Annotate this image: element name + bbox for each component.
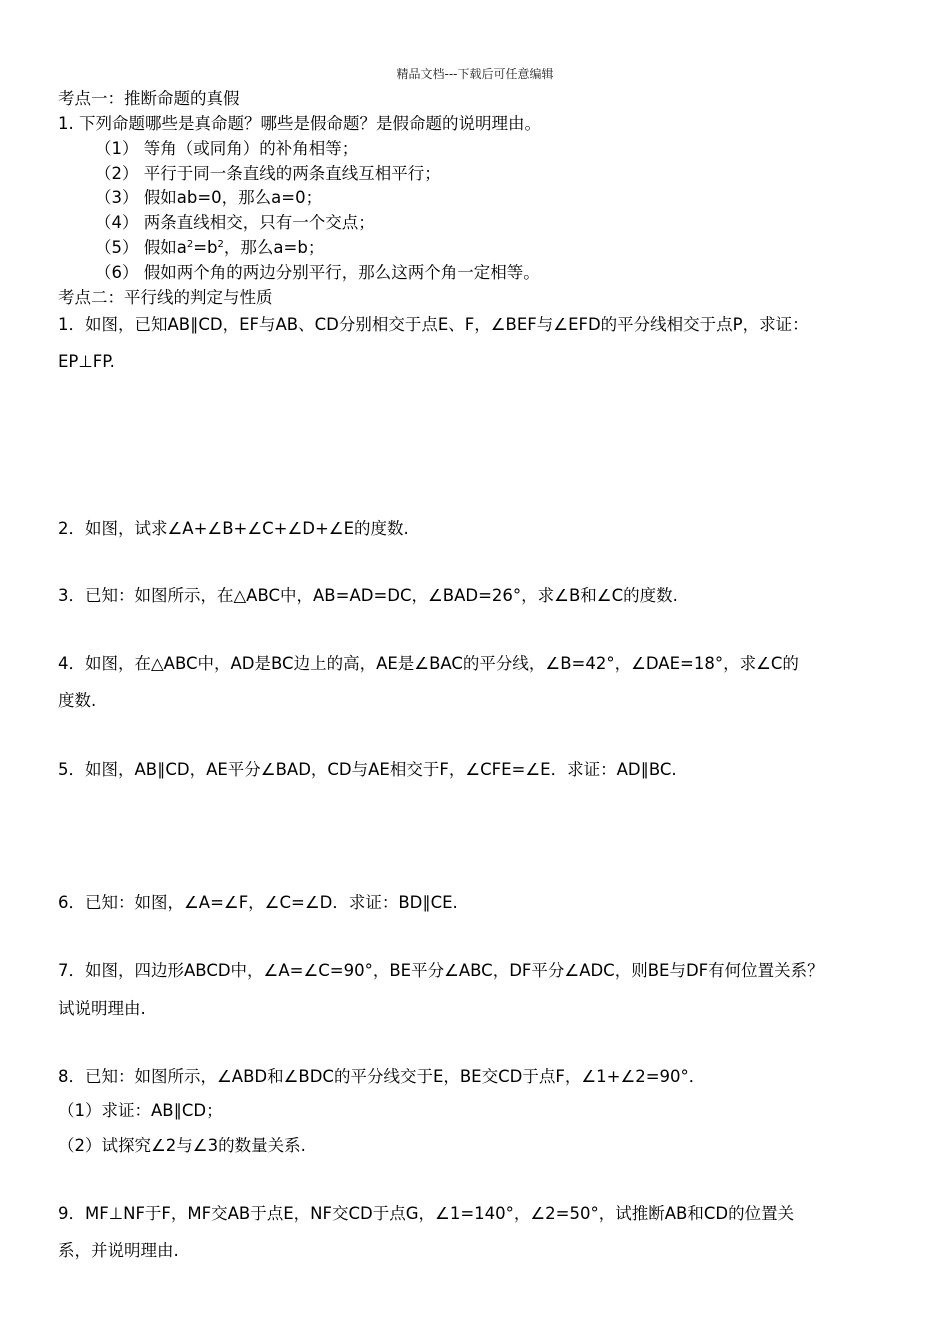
problem-3: 3．已知：如图所示，在△ABC中，AB=AD=DC，∠BAD=26°，求∠B和∠C的度数. — [58, 586, 678, 605]
item-1: （1） 等角（或同角）的补角相等； — [95, 139, 359, 158]
problem-8-sub-2: （2）试探究∠2与∠3的数量关系. — [58, 1136, 306, 1155]
section-title-1: 考点一：推断命题的真假 — [58, 89, 240, 108]
item-5-mid: =b — [193, 238, 218, 257]
problem-1-line-2: EP⊥FP. — [58, 352, 115, 371]
item-5-suffix: ，那么a=b； — [223, 238, 325, 257]
question-1: 1. 下列命题哪些是真命题？哪些是假命题？是假命题的说明理由。 — [58, 114, 541, 133]
section-title-2: 考点二：平行线的判定与性质 — [58, 288, 273, 307]
item-5 — [95, 237, 324, 259]
problem-5: 5．如图，AB∥CD，AE平分∠BAD，CD与AE相交于F，∠CFE=∠E．求证：AD∥BC. — [58, 760, 677, 779]
problem-8-sub-1: （1）求证：AB∥CD； — [58, 1101, 223, 1120]
page-header: 精品文档---下载后可任意编辑 — [396, 67, 554, 81]
problem-6: 6．已知：如图，∠A=∠F，∠C=∠D．求证：BD∥CE. — [58, 893, 458, 912]
problem-2: 2．如图，试求∠A+∠B+∠C+∠D+∠E的度数. — [58, 519, 409, 538]
problem-9-line-2: 系，并说明理由. — [58, 1241, 179, 1260]
item-6: （6） 假如两个角的两边分别平行，那么这两个角一定相等。 — [95, 263, 540, 282]
problem-9-line-1: 9．MF⊥NF于F，MF交AB于点E，NF交CD于点G，∠1=140°，∠2=50°，试推断AB和CD的位置关 — [58, 1204, 795, 1223]
item-2: （2） 平行于同一条直线的两条直线互相平行； — [95, 164, 441, 183]
item-4: （4） 两条直线相交，只有一个交点； — [95, 213, 375, 232]
problem-1-line-1: 1．如图，已知AB∥CD，EF与AB、CD分别相交于点E、F，∠BEF与∠EFD的平分线相交于点P，求证： — [58, 315, 809, 334]
problem-4-line-2: 度数. — [58, 691, 97, 710]
problem-7-line-1: 7．如图，四边形ABCD中，∠A=∠C=90°，BE平分∠ABC，DF平分∠ADC，则BE与DF有何位置关系？ — [58, 961, 824, 980]
problem-4-line-1: 4．如图，在△ABC中，AD是BC边上的高，AE是∠BAC的平分线，∠B=42°，∠DAE=18°，求∠C的 — [58, 654, 799, 673]
problem-8-line-1: 8．已知：如图所示，∠ABD和∠BDC的平分线交于E，BE交CD于点F，∠1+∠2=90°． — [58, 1067, 706, 1086]
item-5-sup1: 2 — [186, 239, 194, 250]
item-3: （3） 假如ab=0，那么a=0； — [95, 188, 323, 207]
item-5-sup2: 2 — [217, 239, 224, 250]
problem-7-line-2: 试说明理由. — [58, 999, 146, 1018]
item-5-prefix: （5） 假如a — [95, 238, 187, 257]
